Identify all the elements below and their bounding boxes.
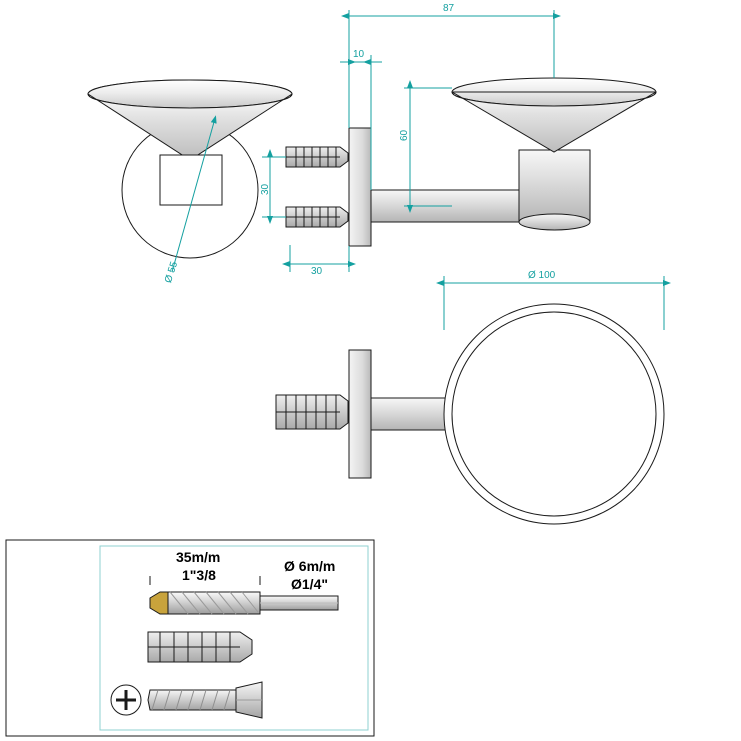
front-view [88,80,292,272]
dim-label-front-circle-diameter: Ø 55 [163,260,181,285]
kit-drill-length-mm: 35m/m [176,549,221,565]
dim-label-screw-spacing: 30 [260,183,271,195]
side-view [286,78,656,246]
kit-drill-length-in: 1"3/8 [182,567,216,583]
kit-drill-diameter-in: Ø1/4" [291,576,328,592]
wall-plug-lower [286,207,348,227]
dim-label-overall-depth: 87 [443,3,455,14]
dim-label-plate-width: 30 [311,266,323,277]
kit-drill-diameter-mm: Ø 6m/m [284,558,336,574]
top-view [276,304,664,524]
dim-label-bracket-height: 60 [399,129,410,141]
phillips-head-symbol [111,685,141,715]
dimension-lines-side [262,10,554,272]
wall-plug-top-view [276,395,348,429]
wall-plug-kit [148,632,252,662]
dim-label-dish-diameter: Ø 100 [528,270,556,281]
dim-label-plate-thickness: 10 [353,49,365,60]
wall-plug-upper [286,147,348,167]
